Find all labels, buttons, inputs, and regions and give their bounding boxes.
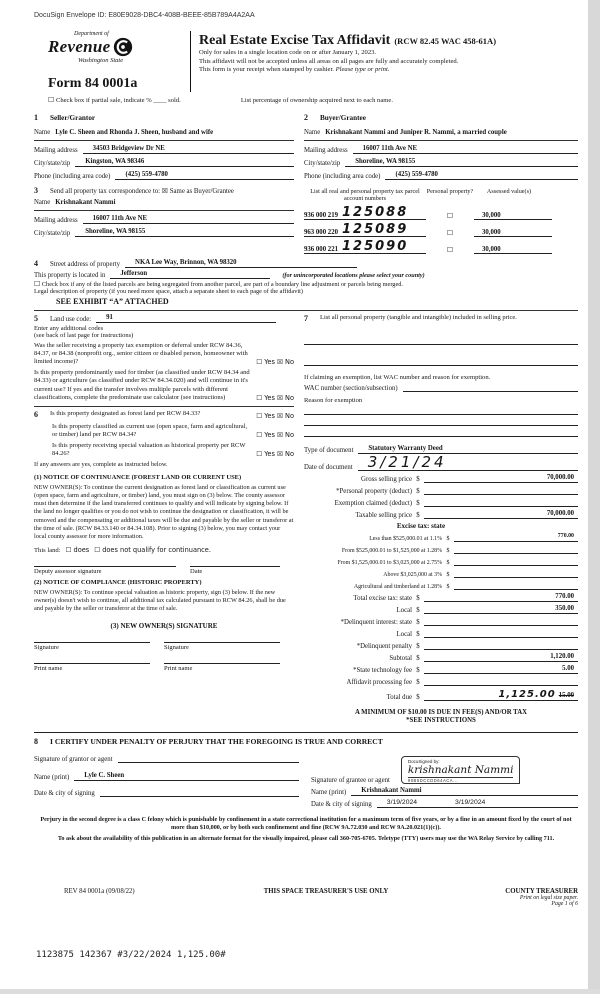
- parcel-handwritten-number: 125088: [341, 205, 409, 221]
- seller-city-label: City/state/zip: [34, 160, 71, 167]
- rate-label: Less than $525,000.01 at 1.1%: [369, 535, 442, 542]
- parcel-row: [304, 220, 578, 237]
- total-due-label: Total due: [386, 693, 412, 701]
- located-in-value[interactable]: Jefferson: [110, 270, 270, 279]
- total-label: *Delinquent penalty: [356, 642, 412, 650]
- partial-sale-checkbox[interactable]: ☐: [48, 96, 55, 104]
- left-middle-column: [34, 314, 294, 726]
- seller-city-value[interactable]: Kingston, WA 98346: [75, 158, 294, 167]
- new-owner-signature-row: [34, 642, 294, 651]
- total-label: *Delinquent interest: state: [340, 618, 412, 626]
- seller-section-number: 1: [34, 113, 38, 122]
- rate-value[interactable]: [454, 557, 578, 566]
- reason-blank-line[interactable]: [304, 415, 578, 426]
- header-note-3-italic: Please type or print.: [335, 66, 390, 74]
- county-note: (for unincorporated locations please select your county): [282, 271, 425, 279]
- header-note-3-text: This form is your receipt when stamped by cashier.: [199, 66, 336, 74]
- parcels-header-accounts: List all real and personal property tax parcel account numbers: [310, 188, 420, 203]
- dollar-sign: $: [416, 511, 420, 519]
- owner-printname-line-2[interactable]: Print name: [164, 663, 280, 672]
- grantee-date-2: 3/19/2024: [455, 798, 486, 806]
- grantee-name-value[interactable]: Krishnakant Nammi: [351, 787, 578, 796]
- exemption-note: If claiming an exemption, list WAC number and reason for exemption.: [304, 373, 491, 381]
- landuse-code-label: Land use code:: [50, 315, 92, 323]
- total-row: [304, 617, 578, 626]
- wac-number-value[interactable]: [403, 390, 578, 392]
- washington-state-label: Washington State: [78, 57, 124, 64]
- buyer-phone-label: Phone (including area code): [304, 173, 381, 180]
- dollar-sign: $: [446, 535, 450, 542]
- dollar-sign: $: [416, 693, 420, 701]
- this-land-row: [34, 546, 294, 554]
- yes-no-answer[interactable]: ☐ Yes ☒ No: [256, 450, 294, 459]
- dollar-sign: $: [416, 594, 420, 602]
- grantee-signature-label: Signature of grantee or agent: [311, 776, 390, 784]
- seller-name-label: Name: [34, 129, 51, 136]
- money-label: Taxable selling price: [355, 511, 412, 519]
- total-due-row: [304, 689, 578, 701]
- parcel-row: [304, 237, 578, 254]
- buyer-city-value[interactable]: Shoreline, WA 98155: [345, 158, 578, 167]
- rate-label: From $525,000.01 to $1,525,000 at 1.28%: [341, 547, 442, 554]
- total-label: *State technology fee: [353, 666, 412, 674]
- rate-label: Above $3,025,000 at 3%: [383, 571, 442, 578]
- excise-state-heading: Excise tax: state: [396, 521, 446, 530]
- docusign-id: 90B5DCCDD64ACA...: [408, 777, 514, 783]
- parcel-account-cell[interactable]: [304, 239, 426, 255]
- does-not-checkbox[interactable]: ☐ does not qualify for continuance.: [94, 545, 211, 554]
- money-value[interactable]: 70,000.00: [424, 474, 578, 483]
- title-block: [199, 31, 578, 92]
- notice-continuance-title: (1) NOTICE OF CONTINUANCE (FOREST LAND OR CURRENT USE): [34, 473, 242, 481]
- treasurer-space-label: THIS SPACE TREASURER'S USE ONLY: [263, 888, 389, 895]
- county-treasurer-block: [448, 888, 578, 907]
- grantee-date-label: Date & city of signing: [311, 800, 372, 808]
- buyer-section: [304, 107, 578, 180]
- seller-phone-label: Phone (including area code): [34, 173, 111, 180]
- grantor-date-label: Date & city of signing: [34, 790, 95, 798]
- department-of-label: Department of: [74, 31, 109, 37]
- dollar-sign: $: [416, 630, 420, 638]
- right-middle-column: [304, 314, 578, 726]
- buyer-mailing-label: Mailing address: [304, 147, 348, 154]
- buyer-mailing-value[interactable]: 16007 11th Ave NE: [353, 145, 578, 154]
- owner-printname-line-1[interactable]: Print name: [34, 663, 150, 672]
- exhibit-a-note: SEE EXHIBIT “A” ATTACHED: [56, 296, 169, 306]
- dollar-sign: $: [416, 642, 420, 650]
- does-checkbox[interactable]: ☐ does: [65, 545, 90, 554]
- located-in-label: This property is located in: [34, 271, 106, 279]
- correspondence-section: [34, 186, 294, 254]
- question-text: Is this property classified as current use (open space, farm and agricultural, or timber) land per RCW 84.34?: [52, 422, 248, 438]
- correspondence-heading: Send all property tax correspondence to:: [50, 188, 161, 195]
- money-row: [304, 474, 578, 483]
- rate-label: Agricultural and timberland at 1.28%: [353, 583, 442, 590]
- buyer-city-label: City/state/zip: [304, 160, 341, 167]
- dollar-sign: $: [416, 499, 420, 507]
- parcel-account-cell[interactable]: [304, 222, 426, 238]
- section6-question-3: [34, 442, 294, 458]
- rate-label: From $1,525,000.01 to $3,025,000 at 2.75%: [337, 559, 442, 566]
- county-treasurer-label: COUNTY TREASURER: [505, 888, 578, 895]
- wac-number-label: WAC number (section/subsection): [304, 384, 398, 392]
- certify-heading: I CERTIFY UNDER PENALTY OF PERJURY THAT THE FOREGOING IS TRUE AND CORRECT: [50, 737, 383, 747]
- rate-value[interactable]: [454, 569, 578, 578]
- section6-question-2: [34, 423, 294, 439]
- total-row: [304, 629, 578, 638]
- type-of-document-label: Type of document: [304, 446, 354, 454]
- money-row: [304, 486, 578, 495]
- new-owners-signature-title: (3) NEW OWNER(S) SIGNATURE: [110, 621, 218, 630]
- assessed-value[interactable]: 30,000: [474, 229, 552, 237]
- docusigned-by-label: DocuSigned by:: [407, 759, 440, 765]
- deputy-assessor-signature-line[interactable]: Deputy assessor signature: [34, 566, 176, 575]
- dollar-sign: $: [446, 571, 450, 578]
- certify-section: [34, 737, 578, 808]
- parcels-header-personal: Personal property?: [426, 188, 474, 195]
- total-value[interactable]: 1,120.00: [424, 653, 578, 662]
- form-number: Form 84 0001a: [48, 76, 138, 91]
- yes-no-answer[interactable]: ☐ Yes ☒ No: [256, 430, 294, 439]
- parcel-account: 963 000 220: [304, 228, 338, 236]
- landuse-question-2: [34, 369, 294, 402]
- personal-property-section: [304, 314, 578, 324]
- minimum-fee-note: [304, 709, 578, 727]
- segregated-label: Check box if any of the listed parcels are being segregated from another parcel, are part of a boundary line adjustment or parcels being merged.: [41, 280, 403, 288]
- buyer-phone-value[interactable]: (425) 559-4780: [385, 171, 578, 180]
- grantor-name-label: Name (print): [34, 774, 70, 782]
- correspondence-parcels-row: [34, 186, 578, 254]
- grantee-date-values[interactable]: [377, 799, 578, 808]
- page-content: [34, 12, 578, 843]
- parcels-header-assessed: Assessed value(s): [486, 188, 532, 195]
- notice-compliance-body: NEW OWNER(S): To continue special valuation as historic property, sign (3) below. If the new owner(s) doesn't wish to continue, all additional tax calculated pursuant to RCW 84.26, shall be due and payable by the seller or transferor at the time of sale.: [34, 588, 286, 613]
- street-address-label: Street address of property: [50, 260, 121, 268]
- dollar-sign: $: [416, 654, 420, 662]
- parcel-account-cell[interactable]: [304, 205, 426, 221]
- dollar-sign: $: [416, 666, 420, 674]
- total-value[interactable]: 5.00: [424, 665, 578, 674]
- header-divider: [190, 31, 191, 92]
- correspondence-name-value[interactable]: Krishnakant Nammi: [55, 199, 116, 206]
- grantor-signature-label: Signature of grantor or agent: [34, 756, 113, 764]
- divider: [304, 140, 578, 141]
- revenue-logo-row: [48, 37, 186, 57]
- revenue-logo-icon: [113, 37, 133, 57]
- total-label: Local: [396, 630, 412, 638]
- total-due-struck-value: 15.00: [558, 691, 574, 699]
- total-row: [304, 653, 578, 662]
- yes-no-answer[interactable]: ☐ Yes ☒ No: [256, 411, 294, 420]
- if-yes-note: If any answers are yes, complete as instructed below.: [34, 461, 168, 469]
- parcel-row: [304, 203, 578, 220]
- rate-row: [304, 569, 578, 578]
- partial-sale-row: [48, 97, 578, 104]
- this-land-label: This land:: [34, 546, 61, 554]
- notice-continuance-body: NEW OWNER(S): To continue the current designation as forest land or classification as current use (open space, farm and agriculture, or timber) land, you must sign on (3) below. The county assessor must then determine if the land transferred continues to qualify and will indicate by signing below. If the land no longer qualifies or you do not wish to continue the designation or classification, it will be removed and the compensating or additional taxes will be due and payable by the seller or transferor at the time of sale. (RCW 84.33.140 or 84.34.108). Prior to signing (3) below, you may contact your local county assessor for more information.: [34, 483, 294, 541]
- rate-row: [304, 557, 578, 566]
- yes-no-answer[interactable]: ☐ Yes ☒ No: [256, 358, 294, 367]
- perjury-statement: Perjury in the second degree is a class C felony which is punishable by confinement in a state correctional institution for a maximum term of five years, or by a fine in an amount fixed by the court of not more than $10,000, or by both such confinement and fine (RCW 9A.72.030 and RCW 9A.20.021(1)(c)).: [40, 815, 572, 832]
- seller-heading: Seller/Grantor: [50, 114, 96, 122]
- seller-name-value[interactable]: Lyle C. Sheen and Rhonda J. Sheen, husband and wife: [55, 129, 214, 136]
- assessed-value[interactable]: 30,000: [474, 212, 552, 220]
- yes-no-answer[interactable]: ☐ Yes ☒ No: [256, 393, 294, 402]
- total-label: Total excise tax: state: [353, 594, 412, 602]
- deputy-assessor-row: [34, 566, 294, 575]
- grantee-date-1: 3/19/2024: [386, 798, 418, 806]
- dollar-sign: $: [446, 559, 450, 566]
- correspondence-mailing-label: Mailing address: [34, 217, 78, 224]
- buyer-heading: Buyer/Grantee: [320, 114, 366, 122]
- property-section-number: 4: [34, 258, 38, 268]
- docusign-envelope-id: DocuSign Envelope ID: E80E9028-DBC4-408B-BEEE-85B789A4A2AA: [34, 12, 255, 19]
- certify-section-number: 8: [34, 737, 38, 747]
- money-label: Gross selling price: [361, 475, 412, 483]
- correspondence-city-value[interactable]: Shoreline, WA 98155: [75, 228, 294, 237]
- assessed-value[interactable]: 30,000: [474, 246, 552, 254]
- page-indicator: Page 1 of 6: [551, 901, 578, 907]
- print-legal-size-note: Print on legal size paper.: [519, 895, 578, 901]
- cashier-stamp: 1123875 142367 #3/22/2024 1,125.00#: [36, 950, 226, 960]
- rate-row: [304, 581, 578, 590]
- buyer-name-value[interactable]: Krishnakant Nammi and Juniper R. Nammi, a married couple: [325, 129, 507, 136]
- see-back-note: (see back of last page for instructions): [34, 331, 134, 339]
- question-text: Is this property receiving special valuation as historical property per RCW 84.26?: [52, 442, 246, 458]
- total-value[interactable]: [424, 641, 578, 650]
- dollar-sign: $: [416, 606, 420, 614]
- parties-row: [34, 107, 578, 180]
- money-row: [304, 498, 578, 507]
- grantee-name-label: Name (print): [311, 788, 347, 796]
- parcels-section: [304, 186, 578, 254]
- segregated-checkbox[interactable]: ☐: [34, 279, 41, 288]
- agency-block: [34, 31, 186, 92]
- section6-question-1: [34, 410, 294, 420]
- form-header: [34, 31, 578, 92]
- correspondence-section-number: 3: [34, 186, 38, 195]
- parcel-account: 936 000 221: [304, 245, 338, 253]
- seller-section: [34, 107, 294, 180]
- total-value[interactable]: [424, 617, 578, 626]
- rate-value[interactable]: [454, 545, 578, 554]
- date-of-document-label: Date of document: [304, 463, 353, 471]
- type-of-document-value[interactable]: Statutory Warranty Deed: [358, 445, 578, 454]
- grantee-signing-block: [311, 752, 578, 808]
- money-value[interactable]: 70,000.00: [424, 510, 578, 519]
- money-label: *Personal property (deduct): [336, 487, 412, 495]
- total-due-handwritten: 1,125.00: [498, 688, 556, 700]
- grantor-signature-line[interactable]: [118, 761, 299, 763]
- seller-phone-value[interactable]: (425) 559-4780: [115, 171, 294, 180]
- buyer-name-label: Name: [304, 129, 321, 136]
- total-row: [304, 605, 578, 614]
- date-of-document-handwritten[interactable]: 3/21/24: [358, 456, 578, 471]
- docusign-signature-box[interactable]: [401, 756, 521, 784]
- section6-number: 6: [34, 409, 38, 419]
- revenue-wordmark: Revenue: [48, 37, 111, 56]
- total-value[interactable]: 770.00: [424, 593, 578, 602]
- total-due-value[interactable]: [424, 689, 578, 701]
- total-label: Local: [396, 606, 412, 614]
- correspondence-name-label: Name: [34, 199, 51, 206]
- parcel-account: 936 000 219: [304, 211, 338, 219]
- property-section: [34, 259, 578, 311]
- personal-property-checkbox[interactable]: ☐: [446, 228, 454, 237]
- scan-edge: [588, 0, 600, 994]
- total-row: [304, 641, 578, 650]
- section7-heading: List all personal property (tangible and intangible) included in selling price.: [320, 313, 517, 321]
- dollar-sign: $: [416, 487, 420, 495]
- landuse-section-number: 5: [34, 313, 38, 323]
- rate-value[interactable]: [454, 581, 578, 590]
- section7-number: 7: [304, 313, 308, 323]
- money-value[interactable]: [424, 498, 578, 507]
- personal-property-checkbox[interactable]: ☐: [446, 211, 454, 220]
- street-address-value[interactable]: NKA Lee Way, Brinnon, WA 98320: [125, 259, 356, 268]
- landuse-question-1: [34, 342, 294, 366]
- header-note-1: Only for sales in a single location code on or after January 1, 2023.: [199, 49, 377, 56]
- reason-exemption-label: Reason for exemption: [304, 396, 363, 404]
- correspondence-city-label: City/state/zip: [34, 230, 71, 237]
- dollar-sign: $: [416, 475, 420, 483]
- dollar-sign: $: [446, 547, 450, 554]
- divider: [34, 140, 294, 141]
- buyer-section-number: 2: [304, 113, 308, 122]
- question-text: Is this property designated as forest land per RCW 84.33?: [50, 409, 201, 417]
- grantee-docusign-signature: krishnakant Nammi: [407, 764, 514, 777]
- question-text: Was the seller receiving a property tax exemption or deferral under RCW 84.36, 84.37, or 84.38 (nonprofit org., senior citizen or disabled person, homeowner with limited income)?: [34, 341, 248, 366]
- question-text: Is this property predominantly used for timber (as classified under RCW 84.34 and 84.33) or agriculture (as classified under RCW 84.34.020) and will continue in it's current use? If yes and the transfer involves multiple parcels with different classifications, complete the predominate use calculator (see instructions): [34, 369, 250, 401]
- rate-row: [304, 533, 578, 542]
- total-label: Subtotal: [389, 654, 412, 662]
- form-title-rcw: (RCW 82.45 WAC 458-61A): [394, 36, 497, 46]
- parcel-handwritten-number: 125089: [341, 222, 409, 238]
- money-label: Exemption claimed (deduct): [334, 499, 412, 507]
- parcels-header: [304, 188, 578, 203]
- dollar-sign: $: [416, 618, 420, 626]
- grantor-name-value[interactable]: Lyle C. Sheen: [74, 772, 299, 781]
- partial-sale-label: Check box if partial sale, indicate % ____ sold.: [55, 97, 181, 104]
- grantor-signing-block: [34, 752, 299, 808]
- total-row: [304, 677, 578, 686]
- money-value[interactable]: [424, 486, 578, 495]
- landuse-code-value[interactable]: 91: [96, 314, 276, 323]
- legal-description-label: Legal description of property (if you need more space, attach a separate sheet to each page of the affidavit): [34, 287, 303, 295]
- notice-compliance-title: (2) NOTICE OF COMPLIANCE (HISTORIC PROPERTY): [34, 578, 202, 586]
- personal-property-blank-line[interactable]: [304, 334, 578, 345]
- total-value[interactable]: [424, 677, 578, 686]
- total-row: [304, 665, 578, 674]
- dollar-sign: $: [446, 583, 450, 590]
- middle-row: [34, 314, 578, 726]
- divider: [34, 406, 294, 407]
- correspondence-mailing-value[interactable]: 16007 11th Ave NE: [83, 215, 294, 224]
- personal-property-blank-line[interactable]: [304, 355, 578, 366]
- reason-blank-line[interactable]: [304, 404, 578, 415]
- divider: [34, 732, 578, 733]
- same-as-buyer-checkbox[interactable]: ☒: [161, 187, 169, 195]
- page-footer: [34, 888, 578, 907]
- dollar-sign: $: [416, 678, 420, 686]
- see-instructions-text: *SEE INSTRUCTIONS: [406, 717, 476, 725]
- total-label: Affidavit processing fee: [346, 678, 412, 686]
- scan-edge: [0, 989, 600, 994]
- owner-signature-line-1[interactable]: Signature: [34, 642, 150, 651]
- personal-property-checkbox[interactable]: ☐: [446, 245, 454, 254]
- new-owner-printname-row: [34, 663, 294, 672]
- owner-signature-line-2[interactable]: Signature: [164, 642, 280, 651]
- grantor-date-line[interactable]: [100, 795, 299, 797]
- minimum-fee-text: A MINIMUM OF $10.00 IS DUE IN FEE(S) AND/OR TAX: [354, 708, 528, 716]
- parcel-handwritten-number: 125090: [341, 239, 409, 255]
- total-value[interactable]: [424, 629, 578, 638]
- additional-codes-label: Enter any additional codes: [34, 324, 104, 332]
- form-title: Real Estate Excise Tax Affidavit: [199, 33, 391, 48]
- seller-mailing-value[interactable]: 34503 Bridgeview Dr NE: [83, 145, 294, 154]
- total-row: [304, 593, 578, 602]
- rate-row: [304, 545, 578, 554]
- same-as-buyer-label: Same as Buyer/Grantee: [169, 188, 234, 195]
- divider: [34, 310, 578, 311]
- header-note-3: [199, 66, 578, 75]
- ownership-note: List percentage of ownership acquired next to each name.: [240, 97, 393, 104]
- total-value[interactable]: 350.00: [424, 605, 578, 614]
- accessibility-note: To ask about the availability of this publication in an alternate format for the visually impaired, please call 360-705-6705. Teletype (TTY) users may use the WA Relay Service by calling 711.: [57, 834, 555, 842]
- header-note-2: This affidavit will not be accepted unless all areas on all pages are fully and accurately completed.: [199, 57, 459, 65]
- rate-value[interactable]: 770.00: [454, 533, 578, 542]
- deputy-date-line[interactable]: Date: [190, 566, 280, 575]
- reason-blank-line[interactable]: [304, 426, 578, 437]
- rev-number: REV 84 0001a (09/08/22): [64, 888, 135, 895]
- money-row: [304, 510, 578, 519]
- divider: [34, 210, 294, 211]
- seller-mailing-label: Mailing address: [34, 147, 78, 154]
